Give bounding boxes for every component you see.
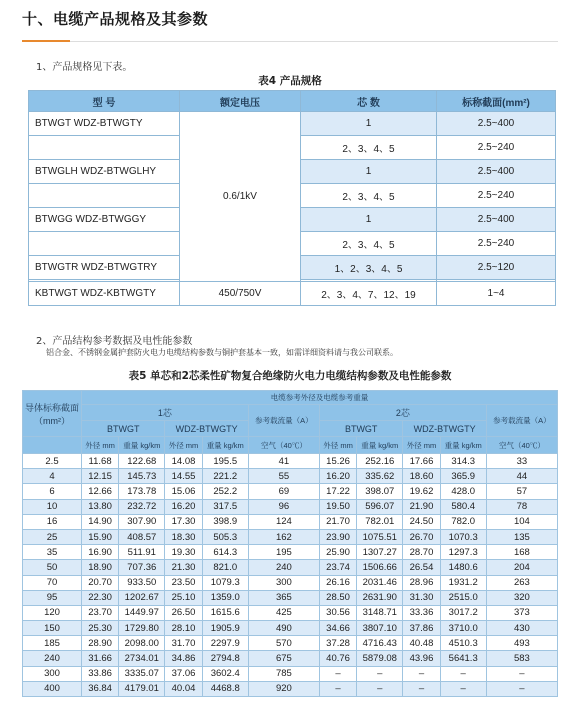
cores-cell: 1 — [301, 160, 437, 184]
table-cell: 96 — [248, 499, 319, 514]
header-od: 外径 mm — [82, 437, 119, 454]
header-core-1: 1芯 — [82, 405, 249, 421]
table-cell: – — [486, 666, 557, 681]
voltage-cell: 0.6/1kV — [180, 112, 301, 282]
table-cell: 320 — [486, 590, 557, 605]
page-title: 十、电缆产品规格及其参数 — [22, 10, 209, 28]
table-cell: 17.30 — [165, 514, 202, 529]
table-cell: – — [486, 681, 557, 696]
table-cell: 782.01 — [357, 514, 403, 529]
table-row — [23, 666, 558, 681]
table-cell: 2297.9 — [202, 636, 248, 651]
table-cell: 4179.01 — [119, 681, 165, 696]
table-cell: 263 — [486, 575, 557, 590]
header-weight: 重量 kg/km — [357, 437, 403, 454]
table-cell: 26.70 — [403, 529, 440, 544]
table-cell: 19.50 — [319, 499, 356, 514]
table-cell: 1931.2 — [440, 575, 486, 590]
table-cell: – — [357, 681, 403, 696]
table-cell: 16.20 — [165, 499, 202, 514]
table-cell: 240 — [23, 651, 82, 666]
table-cell: 300 — [248, 575, 319, 590]
table-cell: 232.72 — [119, 499, 165, 514]
table-cell: 195 — [248, 545, 319, 560]
table-cell: 31.30 — [403, 590, 440, 605]
header-air: 空气（40℃） — [248, 437, 319, 454]
table-cell: 3710.0 — [440, 621, 486, 636]
table-cell: 23.90 — [319, 529, 356, 544]
table-cell: 35 — [23, 545, 82, 560]
table-cell: 28.50 — [319, 590, 356, 605]
table-cell: – — [403, 666, 440, 681]
table-cell: 675 — [248, 651, 319, 666]
table-row — [23, 651, 558, 666]
table-cell: 373 — [486, 605, 557, 620]
table-cell: 23.70 — [82, 605, 119, 620]
cores-cell: 2、3、4、5 — [301, 232, 437, 256]
table-cell: 20.70 — [82, 575, 119, 590]
table-cell: 425 — [248, 605, 319, 620]
table-cell: 920 — [248, 681, 319, 696]
table-cell: 1297.3 — [440, 545, 486, 560]
table-cell: 173.78 — [119, 484, 165, 499]
table-cell: 16.20 — [319, 469, 356, 484]
header-current-2: 参考载流量（A） — [486, 405, 557, 437]
type-cell: BTWGT WDZ-BTWGTY — [29, 112, 180, 136]
table-cell: 40.76 — [319, 651, 356, 666]
table-row — [23, 681, 558, 696]
table-cell: 104 — [486, 514, 557, 529]
table-cell: 5879.08 — [357, 651, 403, 666]
table-cell: 1506.66 — [357, 560, 403, 575]
type-cell: BTWGTR WDZ-BTWGTRY — [29, 256, 180, 280]
table-cell: 221.2 — [202, 469, 248, 484]
table-cell: 78 — [486, 499, 557, 514]
table-cell: 22.30 — [82, 590, 119, 605]
table-cell: 28.90 — [82, 636, 119, 651]
table-cell: 17.66 — [403, 454, 440, 469]
table-row — [23, 621, 558, 636]
header-group: 电缆参考外径及电缆参考重量 — [82, 391, 558, 405]
table-cell: 21.70 — [319, 514, 356, 529]
table-cell: 596.07 — [357, 499, 403, 514]
table-cell: 135 — [486, 529, 557, 544]
header-od: 外径 mm — [319, 437, 356, 454]
table-cell: 365 — [248, 590, 319, 605]
type-cell: KBTWGT WDZ-KBTWGTY — [29, 282, 180, 306]
table-cell: 33.36 — [403, 605, 440, 620]
table-row — [23, 469, 558, 484]
type-cell: BTWGLH WDZ-BTWGLHY — [29, 160, 180, 184]
table-row — [23, 575, 558, 590]
table-cell: 490 — [248, 621, 319, 636]
table-cell: 70 — [23, 575, 82, 590]
type-cell-empty — [29, 136, 180, 160]
header-weight: 重量 kg/km — [119, 437, 165, 454]
table-cell: 3017.2 — [440, 605, 486, 620]
section-cell: 2.5~120 — [437, 256, 556, 280]
table-cell: 25.90 — [319, 545, 356, 560]
note-text: 铝合金、不锈钢金属护套防火电力电缆结构参数与铜护套基本一致，如需详细资料请与我公司联系。 — [46, 348, 398, 357]
table-cell: 15.26 — [319, 454, 356, 469]
table-row — [23, 529, 558, 544]
table-cell: 204 — [486, 560, 557, 575]
table-cell: 314.3 — [440, 454, 486, 469]
table-cell: 5641.3 — [440, 651, 486, 666]
table-5-caption: 表5 单芯和2芯柔性矿物复合绝缘防火电力电缆结构参数及电性能参数 — [128, 370, 452, 382]
cable-parameter-table — [22, 390, 558, 697]
table-cell: 28.96 — [403, 575, 440, 590]
table-row — [23, 590, 558, 605]
table-cell: 12.15 — [82, 469, 119, 484]
type-cell-empty — [29, 184, 180, 208]
table-cell: 162 — [248, 529, 319, 544]
table-cell: 41 — [248, 454, 319, 469]
table-cell: 1359.0 — [202, 590, 248, 605]
section-1-text: 1、产品规格见下表。 — [36, 62, 133, 73]
table-cell: 14.90 — [82, 514, 119, 529]
table-4-caption: 表4 产品规格 — [258, 75, 322, 87]
cores-cell: 2、3、4、5 — [301, 184, 437, 208]
table-cell: 37.28 — [319, 636, 356, 651]
table-cell: – — [319, 681, 356, 696]
table-cell: 31.70 — [165, 636, 202, 651]
table-cell: 23.50 — [165, 575, 202, 590]
header-weight: 重量 kg/km — [202, 437, 248, 454]
table-cell: 3807.10 — [357, 621, 403, 636]
table-cell: 307.90 — [119, 514, 165, 529]
table-cell: 493 — [486, 636, 557, 651]
table-cell: 1449.97 — [119, 605, 165, 620]
table-cell: 15.90 — [82, 529, 119, 544]
table-cell: 16.90 — [82, 545, 119, 560]
header-section: 导体标称截面（mm²） — [23, 391, 82, 437]
table-cell: 4510.3 — [440, 636, 486, 651]
table-cell: 3335.07 — [119, 666, 165, 681]
table-cell: 150 — [23, 621, 82, 636]
table-cell: – — [440, 681, 486, 696]
header-wdz-1: WDZ-BTWGTY — [165, 421, 248, 437]
section-cell: 2.5~240 — [437, 184, 556, 208]
table-cell: 23.74 — [319, 560, 356, 575]
table-cell: 2734.01 — [119, 651, 165, 666]
table-cell: 19.30 — [165, 545, 202, 560]
table-cell: 1615.6 — [202, 605, 248, 620]
table-cell: 69 — [248, 484, 319, 499]
table-cell: 1307.27 — [357, 545, 403, 560]
table-cell: 18.30 — [165, 529, 202, 544]
header-core-2: 2芯 — [319, 405, 486, 421]
table-cell: 1070.3 — [440, 529, 486, 544]
table-cell: 4716.43 — [357, 636, 403, 651]
cores-cell: 1 — [301, 112, 437, 136]
cores-cell: 2、3、4、5 — [301, 136, 437, 160]
table-cell: 15.06 — [165, 484, 202, 499]
table-row — [23, 560, 558, 575]
cores-cell: 1、2、3、4、5 — [301, 256, 437, 280]
table-cell: 24.50 — [403, 514, 440, 529]
table-cell: 95 — [23, 590, 82, 605]
table-cell: 120 — [23, 605, 82, 620]
table-cell: 28.10 — [165, 621, 202, 636]
table-cell: 12.66 — [82, 484, 119, 499]
table-cell: 17.22 — [319, 484, 356, 499]
table-cell: 1905.9 — [202, 621, 248, 636]
header-current-1: 参考载流量（A） — [248, 405, 319, 437]
table-cell: 26.50 — [165, 605, 202, 620]
table-cell: 4 — [23, 469, 82, 484]
table-cell: 408.57 — [119, 529, 165, 544]
table-cell: 40.04 — [165, 681, 202, 696]
table-cell: – — [319, 666, 356, 681]
table-cell: – — [357, 666, 403, 681]
table-cell: 365.9 — [440, 469, 486, 484]
table-cell: 168 — [486, 545, 557, 560]
table-cell: 33 — [486, 454, 557, 469]
table-cell: 31.66 — [82, 651, 119, 666]
header-air: 空气（40℃） — [486, 437, 557, 454]
table-cell: 398.07 — [357, 484, 403, 499]
table-cell: 821.0 — [202, 560, 248, 575]
product-spec-table — [28, 90, 556, 306]
header-blank — [23, 437, 82, 454]
table-cell: 124 — [248, 514, 319, 529]
table-cell: 28.70 — [403, 545, 440, 560]
table-cell: 6 — [23, 484, 82, 499]
table-cell: 122.68 — [119, 454, 165, 469]
table-cell: 30.56 — [319, 605, 356, 620]
table-cell: 195.5 — [202, 454, 248, 469]
header-cores: 芯 数 — [301, 91, 437, 112]
table-cell: 335.62 — [357, 469, 403, 484]
table-cell: 50 — [23, 560, 82, 575]
table-cell: 398.9 — [202, 514, 248, 529]
table-cell: 2.5 — [23, 454, 82, 469]
table-cell: 26.16 — [319, 575, 356, 590]
header-od: 外径 mm — [165, 437, 202, 454]
table-cell: 13.80 — [82, 499, 119, 514]
table-cell: 782.0 — [440, 514, 486, 529]
section-cell: 1~4 — [437, 282, 556, 306]
table-row — [23, 636, 558, 651]
table-row — [23, 499, 558, 514]
table-cell: 933.50 — [119, 575, 165, 590]
table-row — [23, 545, 558, 560]
table-cell: 37.86 — [403, 621, 440, 636]
table-row — [23, 454, 558, 469]
table-cell: 34.66 — [319, 621, 356, 636]
table-cell: 580.4 — [440, 499, 486, 514]
table-cell: 4468.8 — [202, 681, 248, 696]
table-cell: 14.08 — [165, 454, 202, 469]
table-cell: 583 — [486, 651, 557, 666]
header-wdz-2: WDZ-BTWGTY — [403, 421, 486, 437]
table-cell: 570 — [248, 636, 319, 651]
table-cell: 43.96 — [403, 651, 440, 666]
table-cell: 505.3 — [202, 529, 248, 544]
table-cell: 317.5 — [202, 499, 248, 514]
table-row — [23, 514, 558, 529]
section-cell: 2.5~400 — [437, 160, 556, 184]
table-cell: 614.3 — [202, 545, 248, 560]
header-section: 标称截面(mm²) — [437, 91, 556, 112]
table-cell: 240 — [248, 560, 319, 575]
header-od: 外径 mm — [403, 437, 440, 454]
table-cell: 10 — [23, 499, 82, 514]
table-cell: 1075.51 — [357, 529, 403, 544]
table-cell: 2031.46 — [357, 575, 403, 590]
table-cell: 18.90 — [82, 560, 119, 575]
table-cell: 21.90 — [403, 499, 440, 514]
voltage-cell: 450/750V — [180, 282, 301, 306]
table-cell: 430 — [486, 621, 557, 636]
table-cell: 40.48 — [403, 636, 440, 651]
table-cell: 11.68 — [82, 454, 119, 469]
table-row — [23, 484, 558, 499]
cores-cell: 2、3、4、7、12、19 — [301, 282, 437, 306]
table-cell: 511.91 — [119, 545, 165, 560]
table-cell: 2098.00 — [119, 636, 165, 651]
table-cell: 785 — [248, 666, 319, 681]
title-accent-line — [22, 40, 70, 42]
table-cell: 1480.6 — [440, 560, 486, 575]
table-cell: 16 — [23, 514, 82, 529]
table-cell: 44 — [486, 469, 557, 484]
table-cell: 1079.3 — [202, 575, 248, 590]
table-cell: 25 — [23, 529, 82, 544]
table-cell: – — [440, 666, 486, 681]
table-row — [23, 605, 558, 620]
header-voltage: 额定电压 — [180, 91, 301, 112]
table-cell: 26.54 — [403, 560, 440, 575]
title-divider — [70, 41, 558, 42]
table-cell: 2631.90 — [357, 590, 403, 605]
table-cell: 37.06 — [165, 666, 202, 681]
table-cell: 1202.67 — [119, 590, 165, 605]
table-cell: 1729.80 — [119, 621, 165, 636]
type-cell: BTWGG WDZ-BTWGGY — [29, 208, 180, 232]
table-cell: 55 — [248, 469, 319, 484]
table-cell: 34.86 — [165, 651, 202, 666]
table-cell: 2794.8 — [202, 651, 248, 666]
header-btwgt-2: BTWGT — [319, 421, 402, 437]
section-2-text: 2、产品结构参考数据及电性能参数 — [36, 336, 193, 347]
table-cell: 18.60 — [403, 469, 440, 484]
table-cell: 25.10 — [165, 590, 202, 605]
header-weight: 重量 kg/km — [440, 437, 486, 454]
table-cell: 33.86 — [82, 666, 119, 681]
table-cell: 21.30 — [165, 560, 202, 575]
table-cell: 252.2 — [202, 484, 248, 499]
table-cell: 400 — [23, 681, 82, 696]
table-cell: 252.16 — [357, 454, 403, 469]
type-cell-empty — [29, 232, 180, 256]
table-cell: 428.0 — [440, 484, 486, 499]
table-cell: 36.84 — [82, 681, 119, 696]
table-cell: 707.36 — [119, 560, 165, 575]
table-cell: 25.30 — [82, 621, 119, 636]
section-cell: 2.5~400 — [437, 208, 556, 232]
header-type: 型 号 — [29, 91, 180, 112]
table-cell: 185 — [23, 636, 82, 651]
table-cell: 19.62 — [403, 484, 440, 499]
header-btwgt-1: BTWGT — [82, 421, 165, 437]
cores-cell: 1 — [301, 208, 437, 232]
section-cell: 2.5~240 — [437, 232, 556, 256]
table-cell: 300 — [23, 666, 82, 681]
table-cell: 57 — [486, 484, 557, 499]
section-cell: 2.5~400 — [437, 112, 556, 136]
table-cell: 3602.4 — [202, 666, 248, 681]
table-cell: 2515.0 — [440, 590, 486, 605]
table-cell: 145.73 — [119, 469, 165, 484]
table-cell: 14.55 — [165, 469, 202, 484]
section-cell: 2.5~240 — [437, 136, 556, 160]
table-cell: – — [403, 681, 440, 696]
table-cell: 3148.71 — [357, 605, 403, 620]
